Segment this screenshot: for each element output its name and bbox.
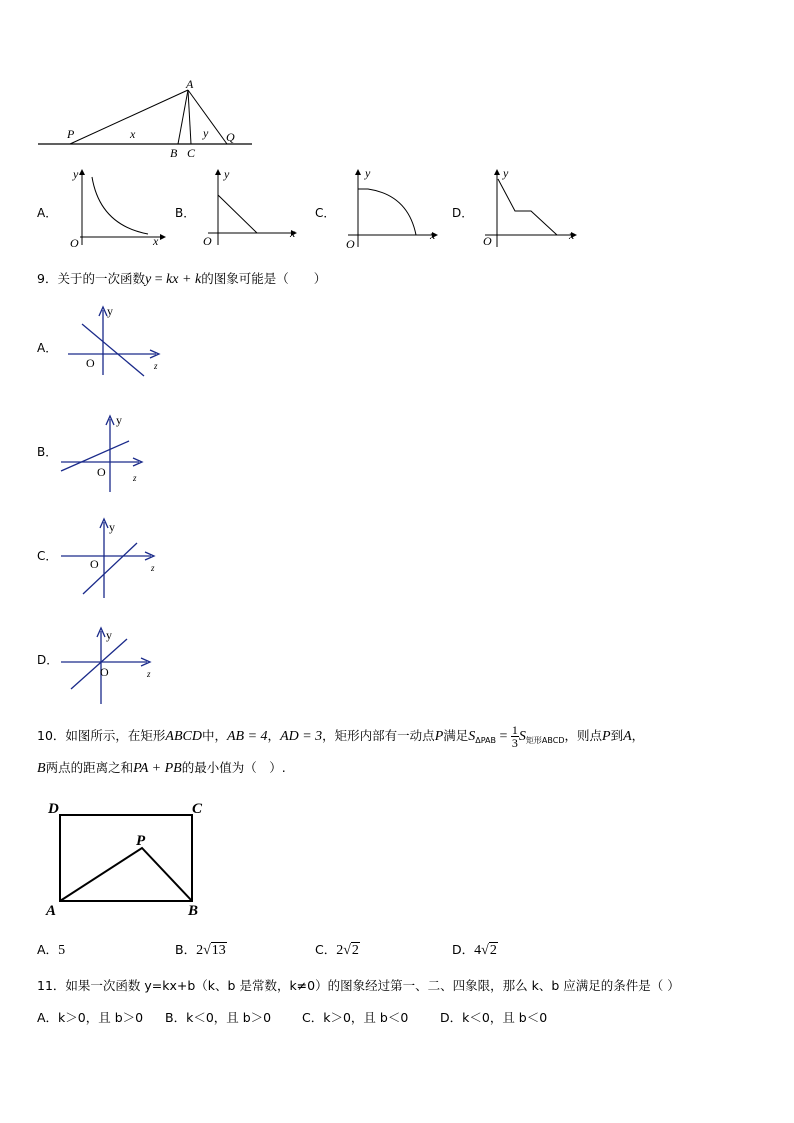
q10-text: 10．如图所示，在矩形 <box>37 728 166 743</box>
axis-z: z <box>151 563 155 573</box>
origin: O <box>100 665 109 679</box>
q9-option-B-graph <box>55 405 165 495</box>
option-radicand: 2 <box>351 943 359 958</box>
axis-x: x <box>430 228 436 242</box>
sqrt-sign: √ <box>481 943 489 958</box>
q10-ad-eq: AD = 3 <box>280 729 323 744</box>
q10-text: 满足 <box>443 728 469 743</box>
q10-p: P <box>602 729 611 744</box>
q10-frac-num: 1 <box>511 723 518 737</box>
q9-formula-rhs: kx + k <box>166 272 202 287</box>
q8-option-C-graph <box>338 165 448 250</box>
option-label: A． <box>37 942 59 957</box>
axis-z: z <box>133 473 137 483</box>
q10-eq: = <box>496 729 511 744</box>
axis-x: x <box>290 226 296 240</box>
q11-stem: 11．如果一次函数 y=kx+b（k、b 是常数，k≠0）的图象经过第一、二、四象限，那么 k、b 应满足的条件是（ ） <box>37 978 680 993</box>
label-y: y <box>203 126 209 140</box>
q10-papb: PA + PB <box>133 761 182 776</box>
axis-x: x <box>569 228 575 242</box>
q9-option-A-label[interactable]: A． <box>37 341 58 355</box>
label-A: A <box>46 903 57 919</box>
q10-option-A[interactable] <box>37 942 65 959</box>
q8-option-C-label[interactable]: C． <box>315 206 336 220</box>
origin: O <box>70 236 79 250</box>
q9-option-C-graph <box>55 510 165 605</box>
q11-option-C[interactable]: C．k＞0，且 b＜0 <box>302 1010 409 1025</box>
origin: O <box>346 237 355 250</box>
q10-rectangle-figure <box>40 795 220 925</box>
q9-option-A-graph <box>60 300 170 380</box>
q10-fraction <box>511 724 519 749</box>
q9-formula-eq: = <box>151 272 167 287</box>
q8-option-A-graph <box>60 165 170 250</box>
axis-y: y <box>107 304 113 318</box>
q11-option-D[interactable]: D．k＜0，且 b＜0 <box>440 1010 548 1025</box>
q8-option-B-graph <box>198 165 308 250</box>
q9-stem <box>37 271 326 288</box>
label-D: D <box>48 801 59 817</box>
axis-z: z <box>154 361 158 371</box>
axis-x: x <box>153 234 159 248</box>
q10-option-B[interactable] <box>175 942 227 959</box>
sqrt-sign: √ <box>203 943 211 958</box>
q10-text: ， <box>631 728 645 743</box>
q10-p: P <box>434 729 444 744</box>
label-B: B <box>170 146 178 160</box>
label-A: A <box>186 77 194 91</box>
q10-ab-eq: AB = 4 <box>226 729 268 744</box>
q10-option-D[interactable] <box>452 942 498 959</box>
q8-option-B-label[interactable]: B． <box>175 206 196 220</box>
option-radicand: 13 <box>211 943 226 958</box>
label-x: x <box>130 127 136 141</box>
label-B: B <box>188 903 199 919</box>
label-C: C <box>187 146 196 160</box>
axis-z: z <box>147 669 151 679</box>
q10-text: 中， <box>201 728 227 743</box>
label-P: P <box>67 127 75 141</box>
q8-option-D-label[interactable]: D． <box>452 206 474 220</box>
q10-sub-pab: ΔPAB <box>475 736 497 745</box>
option-radicand: 2 <box>489 943 497 958</box>
q10-stem-line2 <box>37 760 286 777</box>
q10-text: ，则点 <box>564 728 603 743</box>
origin: O <box>86 356 95 370</box>
q10-abcd: ABCD <box>165 729 202 744</box>
option-label: B． <box>175 942 197 957</box>
q10-b: B <box>37 761 46 776</box>
axis-y: y <box>365 166 371 180</box>
q11-option-B[interactable]: B．k＜0，且 b＞0 <box>165 1010 272 1025</box>
q10-s: S <box>468 729 476 744</box>
option-label: D． <box>452 942 475 957</box>
q10-stem-line1 <box>37 724 644 749</box>
q10-text: 到 <box>610 728 624 743</box>
q10-text: ，矩形内部有一动点 <box>322 728 435 743</box>
q10-a: A <box>623 729 632 744</box>
label-C: C <box>192 801 203 817</box>
q10-option-C[interactable] <box>315 942 360 959</box>
q8-option-D-graph <box>475 165 585 250</box>
q9-formula-y: y <box>144 272 152 287</box>
option-coef: 2 <box>336 943 344 958</box>
q9-option-D-label[interactable]: D． <box>37 653 59 667</box>
origin: O <box>97 465 106 479</box>
origin: O <box>90 557 99 571</box>
q10-s: S <box>518 729 526 744</box>
origin: O <box>203 234 212 248</box>
option-coef: 2 <box>196 943 204 958</box>
axis-y: y <box>109 520 115 534</box>
option-coef: 4 <box>474 943 482 958</box>
axis-y: y <box>106 628 112 642</box>
axis-y: y <box>73 167 79 181</box>
q10-sub-rect: 矩形ABCD <box>525 736 565 745</box>
q9-prefix: 9．关于的一次函数 <box>37 271 145 286</box>
origin: O <box>483 234 492 248</box>
axis-y: y <box>116 413 122 427</box>
q9-option-D-graph <box>55 620 165 710</box>
q11-option-A[interactable]: A．k＞0，且 b＞0 <box>37 1010 144 1025</box>
q10-text: 两点的距离之和 <box>45 760 134 775</box>
q10-text: ， <box>267 728 281 743</box>
option-label: C． <box>315 942 337 957</box>
q10-text: 的最小值为（ ）. <box>181 760 286 775</box>
q10-frac-den: 3 <box>511 736 518 750</box>
axis-y: y <box>224 167 230 181</box>
option-value: 5 <box>58 943 66 958</box>
q9-option-B-label[interactable]: B． <box>37 445 58 459</box>
q9-option-C-label[interactable]: C． <box>37 549 58 563</box>
label-P: P <box>136 833 146 849</box>
q8-option-A-label[interactable]: A． <box>37 206 58 220</box>
q8-triangle-figure <box>30 75 260 165</box>
axis-y: y <box>503 166 509 180</box>
q9-suffix: 的图象可能是（ ） <box>201 271 327 286</box>
label-Q: Q <box>226 130 235 144</box>
sqrt-sign: √ <box>343 943 351 958</box>
